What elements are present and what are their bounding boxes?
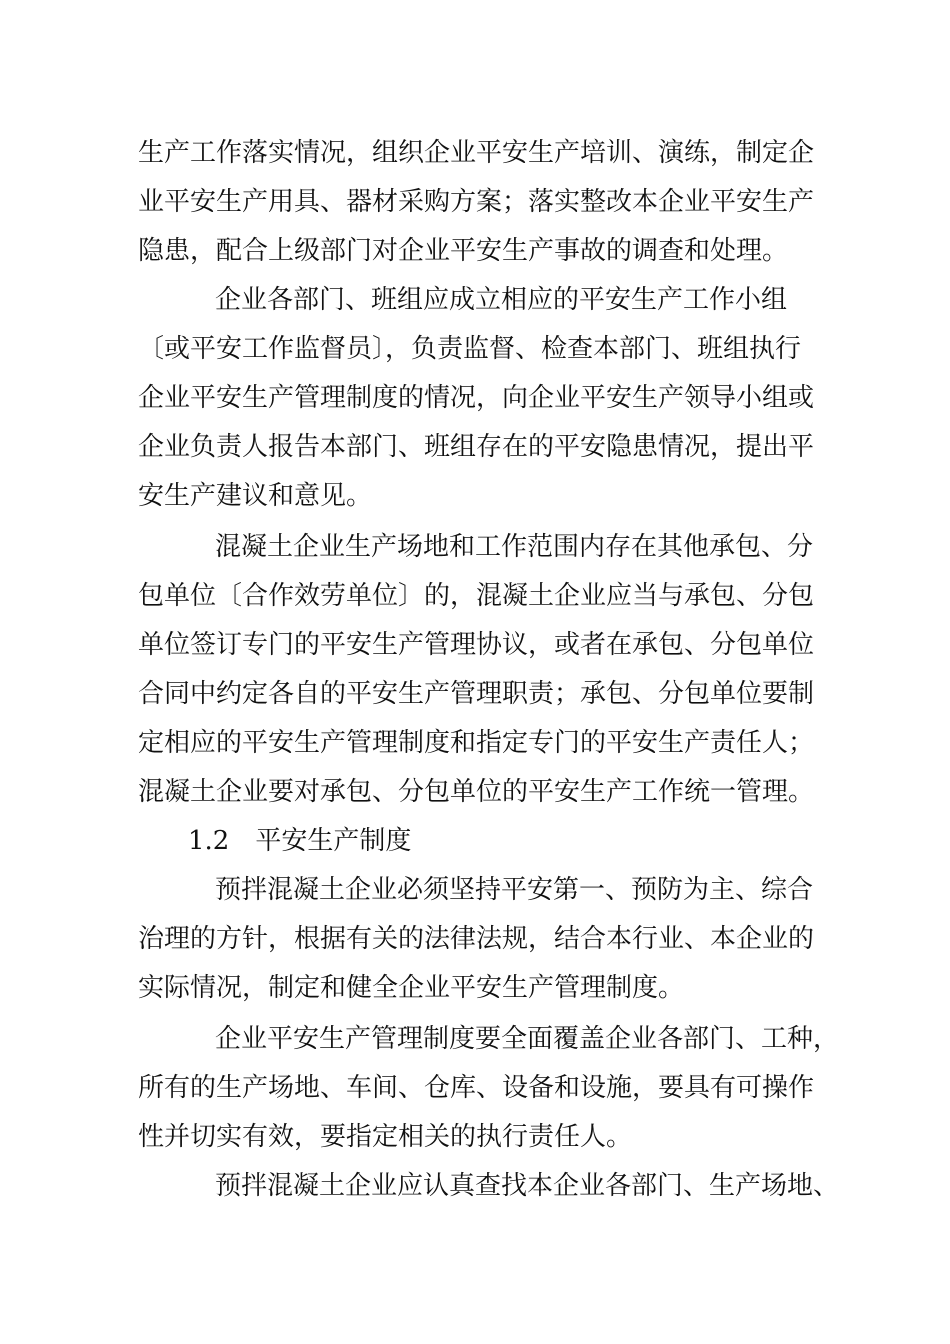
section-heading: 1.2 平安生产制度 [188, 826, 412, 856]
text-line: 隐患，配合上级部门对企业平安生产事故的调查和处理。 [138, 236, 789, 266]
text-line: 生产工作落实情况，组织企业平安生产培训、演练，制定企 [138, 138, 815, 168]
text-line: 业平安生产用具、器材采购方案；落实整改本企业平安生产 [138, 187, 815, 217]
text-line: 治理的方针，根据有关的法律法规，结合本行业、本企业的 [138, 924, 815, 954]
text-line: 单位签订专门的平安生产管理协议，或者在承包、分包单位 [138, 630, 815, 660]
text-line: 合同中约定各自的平安生产管理职责；承包、分包单位要制 [138, 679, 815, 709]
text-line: 定相应的平安生产管理制度和指定专门的平安生产责任人； [138, 728, 815, 758]
text-line: 混凝土企业要对承包、分包单位的平安生产工作统一管理。 [138, 777, 815, 807]
text-line: 实际情况，制定和健全企业平安生产管理制度。 [138, 973, 685, 1003]
text-line: 企业平安生产管理制度的情况，向企业平安生产领导小组或 [138, 383, 815, 413]
paragraph-first-line: 企业平安生产管理制度要全面覆盖企业各部门、工种， [215, 1024, 840, 1054]
text-line: 企业负责人报告本部门、班组存在的平安隐患情况，提出平 [138, 432, 815, 462]
text-line: 包单位〔合作效劳单位〕的，混凝土企业应当与承包、分包 [138, 581, 815, 611]
text-line: 安生产建议和意见。 [138, 481, 373, 511]
text-line: 性并切实有效，要指定相关的执行责任人。 [138, 1122, 633, 1152]
paragraph-first-line: 预拌混凝土企业应认真查找本企业各部门、生产场地、 [215, 1171, 840, 1201]
text-line: 所有的生产场地、车间、仓库、设备和设施，要具有可操作 [138, 1073, 815, 1103]
paragraph-first-line: 混凝土企业生产场地和工作范围内存在其他承包、分 [215, 532, 814, 562]
text-line: 〔或平安工作监督员〕，负责监督、检查本部门、班组执行 [138, 334, 802, 364]
paragraph-first-line: 企业各部门、班组应成立相应的平安生产工作小组 [215, 285, 788, 315]
paragraph-first-line: 预拌混凝土企业必须坚持平安第一、预防为主、综合 [215, 875, 814, 905]
